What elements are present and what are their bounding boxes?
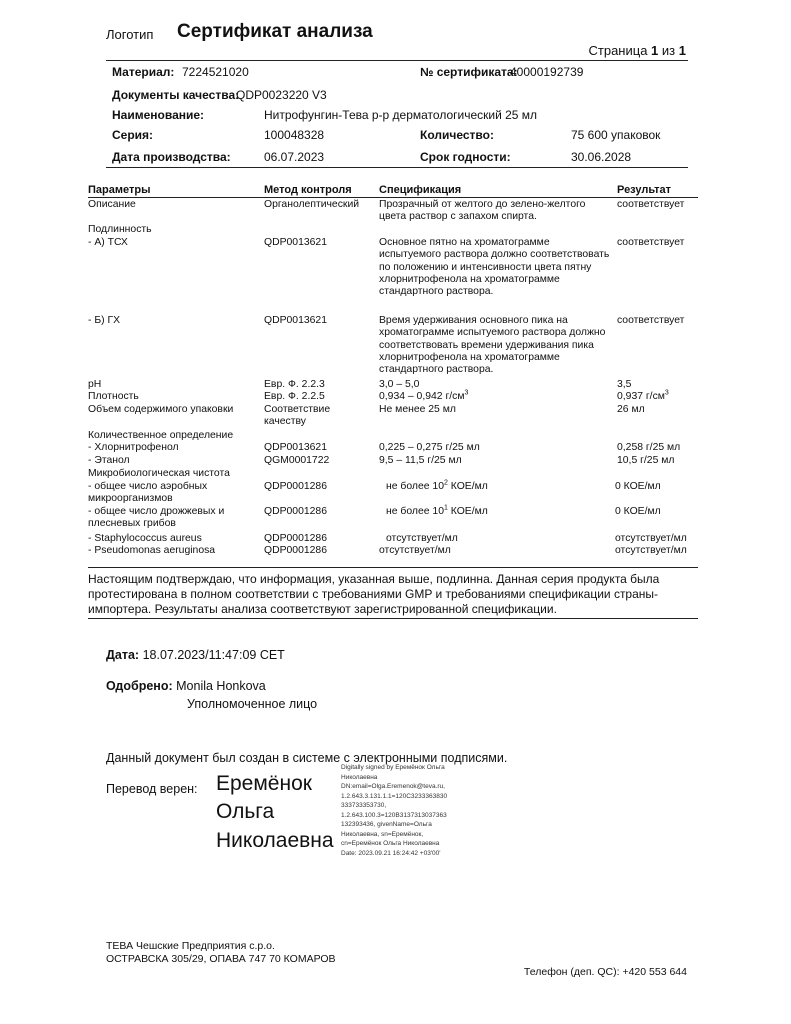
result-cell: 3,5 xyxy=(617,379,632,390)
spec-unit: КОЕ/мл xyxy=(447,481,488,492)
result-cell xyxy=(617,391,702,403)
param-cell: - Staphylococcus aureus xyxy=(88,533,202,544)
col-header-parameters: Параметры xyxy=(88,184,151,196)
issue-date xyxy=(106,648,285,662)
approved-name: Monila Honkova xyxy=(176,679,266,693)
digsig-line: Date: 2023.09.21 16:24:42 +03'00' xyxy=(341,849,441,857)
param-cell: Подлинность xyxy=(88,224,152,235)
page-current: 1 xyxy=(651,43,659,58)
spec-text: не более 10 xyxy=(386,481,444,492)
digsig-line: cn=Ерeмёнок Ольга Николаевна xyxy=(341,840,440,847)
name-label: Наименование: xyxy=(112,108,205,122)
spec-cell: отсутствует/мл xyxy=(379,545,451,556)
spec-cell: Время удерживания основного пика на хроматограмме испытуемого раствора должно соответствовать времени удерживания пика хлорнитрофенола на хроматограмме стандартного раствора. xyxy=(379,315,606,376)
method-cell: Евр. Ф. 2.2.3 xyxy=(264,379,325,390)
spec-text: не более 10 xyxy=(386,506,444,517)
table-header-divider xyxy=(88,197,698,198)
method-cell: QDP0001286 xyxy=(264,481,327,492)
digsig-line: 1.2.643.3.131.1.1=120C3233363830 xyxy=(341,792,448,800)
spec-cell: 0,225 – 0,275 г/25 мл xyxy=(379,442,480,453)
logo-placeholder: Логотип xyxy=(106,27,154,42)
digsig-line: DN:email=Olga.Eremenok@teva.ru, xyxy=(341,783,445,790)
param-cell: - Хлорнитрофенол xyxy=(88,442,179,453)
param-cell: - общее число аэробных микроорганизмов xyxy=(88,481,208,505)
confirmation-divider xyxy=(88,618,698,619)
method-cell: QGM0001722 xyxy=(264,455,330,466)
exp-date-label: Срок годности: xyxy=(420,150,511,164)
approved-by xyxy=(106,679,266,693)
method-cell: QDP0001286 xyxy=(264,506,327,517)
param-cell: pH xyxy=(88,379,102,390)
result-cell: отсутствует/мл xyxy=(615,545,687,556)
spec-cell: 3,0 – 5,0 xyxy=(379,379,420,390)
translator-name-line3: Николаевна xyxy=(216,829,334,852)
date-value: 18.07.2023/11:47:09 CET xyxy=(142,648,285,662)
param-cell: Количественное определение xyxy=(88,430,234,441)
spec-superscript: 3 xyxy=(464,389,469,397)
page-total: 1 xyxy=(678,43,686,58)
info-row-name xyxy=(112,108,692,128)
spec-cell xyxy=(379,391,611,403)
digsig-line: Николаевна, sn=Ерeмёнок, xyxy=(341,830,424,838)
series-label: Серия: xyxy=(112,128,154,142)
method-cell: QDP0013621 xyxy=(264,442,327,453)
result-cell: 0 КОЕ/мл xyxy=(615,506,661,517)
date-label: Дата: xyxy=(106,648,140,662)
result-cell: 0 КОЕ/мл xyxy=(615,481,661,492)
prod-date-label: Дата производства: xyxy=(112,150,231,164)
qty-value: 75 600 упаковок xyxy=(571,128,661,142)
method-cell: QDP0001286 xyxy=(264,533,327,544)
param-cell: Микробиологическая чистота xyxy=(88,468,230,479)
docs-label: Документы качества: xyxy=(112,88,240,102)
document-title: Сертификат анализа xyxy=(177,21,373,42)
method-cell: Евр. Ф. 2.2.5 xyxy=(264,391,325,402)
qty-label: Количество: xyxy=(420,128,494,142)
result-text: 0,937 г/см xyxy=(617,391,665,402)
param-cell: Объем содержимого упаковки xyxy=(88,404,234,415)
param-cell: - Этанол xyxy=(88,455,130,466)
header-divider xyxy=(106,60,688,61)
info-divider xyxy=(106,167,688,168)
spec-cell: Основное пятно на хроматограмме испытуемого раствора должно соответствовать по положению и интенсивности цвета пятну хлорнитрофенола на хроматограмме стандартного раствора. xyxy=(379,237,610,298)
page-indicator xyxy=(589,43,687,58)
cert-label: № сертификата: xyxy=(420,65,518,79)
method-cell: QDP0013621 xyxy=(264,237,327,248)
result-cell: соответствует xyxy=(617,315,685,326)
info-row-material xyxy=(112,65,692,85)
digsig-line: Николаевна xyxy=(341,773,378,781)
digsig-line: 132393436, givenName=Ольга xyxy=(341,821,432,828)
param-cell: - Pseudomonas aeruginosa xyxy=(88,545,216,556)
spec-cell: Прозрачный от желтого до зелено-желтого цвета раствор с запахом спирта. xyxy=(379,199,586,223)
param-cell: - общее число дрожжевых и плесневых грибов xyxy=(88,506,225,530)
info-row-docs xyxy=(112,88,692,108)
spec-cell xyxy=(386,506,618,518)
exp-date-value: 30.06.2028 xyxy=(571,150,632,164)
result-cell: 26 мл xyxy=(617,404,645,415)
digsig-line: Digitally signed by Ерeмёнок Ольга xyxy=(341,764,445,771)
digital-signature-block xyxy=(341,763,447,858)
footer-address: ОСТРАВСКА 305/29, ОПАВА 747 70 КОМАРОВ xyxy=(106,953,336,965)
spec-text: 0,934 – 0,942 г/см xyxy=(379,391,465,402)
digsig-line: 1.2.643.100.3=120B3137313037363 xyxy=(341,811,447,819)
result-superscript: 3 xyxy=(664,389,669,397)
translator-name-line1: Еремёнок xyxy=(216,772,312,795)
param-cell: - Б) ГХ xyxy=(88,315,121,326)
docs-value: QDP0023220 V3 xyxy=(236,88,327,102)
series-value: 100048328 xyxy=(264,128,325,142)
result-cell: отсутствует/мл xyxy=(615,533,687,544)
spec-superscript: 2 xyxy=(443,479,448,487)
approved-role: Уполномоченное лицо xyxy=(187,697,318,711)
confirmation-statement: Настоящим подтверждаю, что информация, указанная выше, подлинна. Данная серия продукта была протестирована в полном соответствии с требованиями GMP и требованиями спецификации страны-импортера. Результаты анализа соответствуют зарегистрированной спецификации. xyxy=(88,572,660,616)
spec-cell: Не менее 25 мл xyxy=(379,404,456,415)
spec-cell: отсутствует/мл xyxy=(386,533,458,544)
approved-label: Одобрено: xyxy=(106,679,173,693)
col-header-result: Результат xyxy=(617,184,672,196)
spec-unit: КОЕ/мл xyxy=(447,506,488,517)
param-cell: - А) ТСХ xyxy=(88,237,128,248)
col-header-method: Метод контроля xyxy=(264,184,352,196)
prod-date-value: 06.07.2023 xyxy=(264,150,325,164)
translation-label: Перевод верен: xyxy=(106,782,198,796)
esign-note: Данный документ был создан в системе с электронными подписями. xyxy=(106,751,508,765)
page-separator: из xyxy=(661,43,676,58)
result-cell: соответствует xyxy=(617,199,685,210)
method-cell: Органолептический xyxy=(264,199,360,210)
param-cell: Описание xyxy=(88,199,136,210)
cert-value: 40000192739 xyxy=(510,65,584,79)
digsig-line: 333733353730, xyxy=(341,802,387,809)
result-cell: 10,5 г/25 мл xyxy=(617,455,675,466)
method-cell: QDP0001286 xyxy=(264,545,327,556)
material-value: 7224521020 xyxy=(182,65,249,79)
page-prefix: Страница xyxy=(588,43,648,58)
param-cell: Плотность xyxy=(88,391,139,402)
material-label: Материал: xyxy=(112,65,175,79)
method-cell: Соответствие качеству xyxy=(264,404,331,428)
info-row-series xyxy=(112,128,692,148)
table-bottom-divider xyxy=(88,567,698,568)
method-cell: QDP0013621 xyxy=(264,315,327,326)
col-header-spec: Спецификация xyxy=(379,184,462,196)
footer-company: ТЕВА Чешские Предприятия с.р.о. xyxy=(106,940,275,952)
footer-phone: Телефон (деп. QC): +420 553 644 xyxy=(523,966,687,978)
result-cell: 0,258 г/25 мл xyxy=(617,442,681,453)
translator-name-line2: Ольга xyxy=(216,800,275,823)
spec-cell: 9,5 – 11,5 г/25 мл xyxy=(379,455,462,466)
name-value: Нитрофунгин-Тева р-р дерматологический 25 мл xyxy=(264,108,538,122)
spec-superscript: 1 xyxy=(443,504,448,512)
spec-cell xyxy=(386,481,618,493)
result-cell: соответствует xyxy=(617,237,685,248)
